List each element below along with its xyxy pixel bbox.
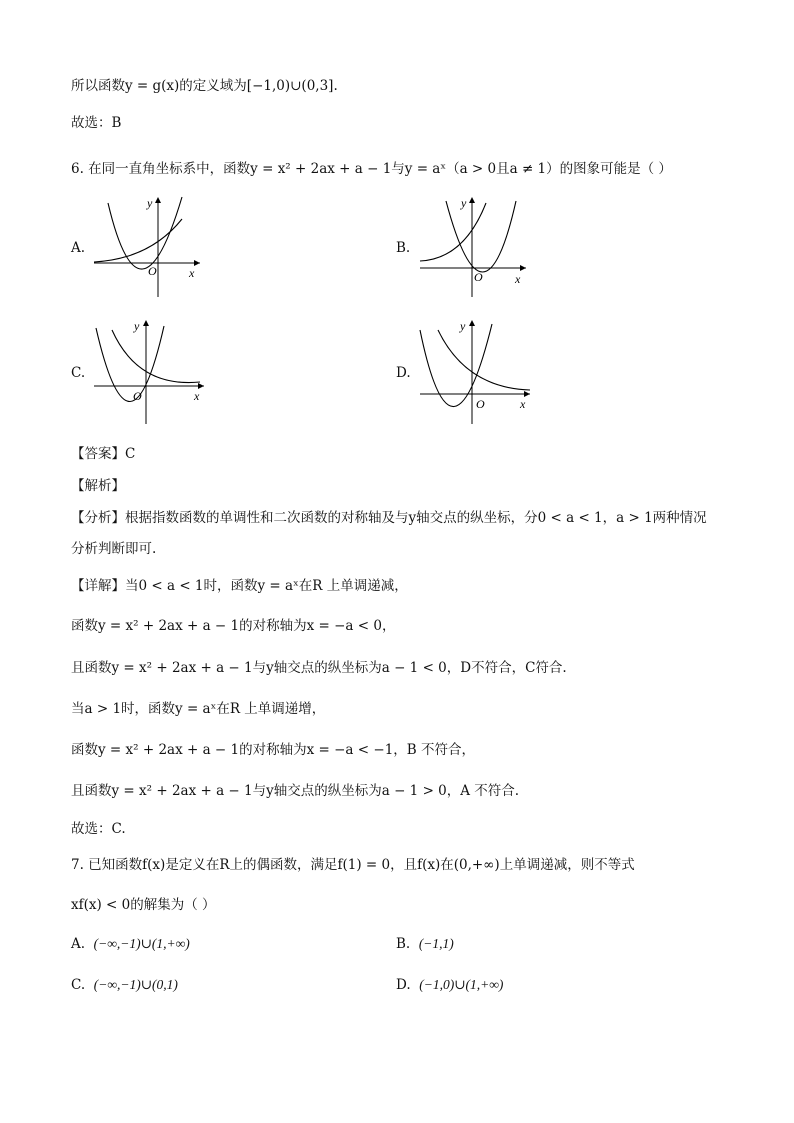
answer-value: C <box>125 446 136 462</box>
q6-option-d-label: D. <box>396 365 411 381</box>
q6-detail-line: 【详解】当0 < a < 1时，函数y = aˣ在R 上单调递减， <box>71 578 408 594</box>
prev-choice-line: 故选：B <box>71 115 122 131</box>
q6-detail-line: 且函数y = x² + 2ax + a − 1与y轴交点的纵坐标为a − 1 < 0，D不符合，C符合. <box>71 660 567 676</box>
option-label: C. <box>71 977 86 993</box>
q6-analysis-tag: 【解析】 <box>71 478 125 494</box>
q6-graph-b <box>416 193 531 301</box>
origin-label: O <box>133 389 142 403</box>
option-text: (−∞,−1)∪(0,1) <box>93 977 178 992</box>
origin-label: O <box>148 264 157 278</box>
q6-detail-line: 故选：C. <box>71 821 126 837</box>
x-axis-label: x <box>520 397 526 411</box>
exponential-curve <box>438 330 530 390</box>
answer-tag: 【答案】 <box>71 446 125 462</box>
q7-option-b <box>396 936 454 952</box>
q7-stem-line1: 7. 已知函数f(x)是定义在R上的偶函数，满足f(1) = 0，且f(x)在(0,+∞)上单调递减，则不等式 <box>71 857 635 873</box>
q6-option-c-label: C. <box>71 365 86 381</box>
parabola-curve <box>446 201 516 272</box>
q6-option-a-label: A. <box>71 240 86 256</box>
origin-label: O <box>476 397 485 411</box>
parabola-curve <box>96 326 164 402</box>
y-axis-label: y <box>461 196 467 210</box>
q7-option-d <box>396 977 503 993</box>
q6-graph-c <box>90 316 210 428</box>
option-label: D. <box>396 977 411 993</box>
option-text: (−1,0)∪(1,+∞) <box>419 977 504 992</box>
q6-option-b-label: B. <box>396 240 411 256</box>
prev-domain-line: 所以函数y = g(x)的定义域为[−1,0)∪(0,3]. <box>71 78 338 94</box>
q6-stem: 6. 在同一直角坐标系中，函数y = x² + 2ax + a − 1与y = aˣ（a > 0且a ≠ 1）的图象可能是（ ） <box>71 161 672 177</box>
q6-graph-d <box>416 316 536 428</box>
q6-detail-line: 且函数y = x² + 2ax + a − 1与y轴交点的纵坐标为a − 1 > 0，A 不符合. <box>71 783 520 799</box>
origin-label: O <box>474 270 483 284</box>
q7-option-c <box>71 977 178 993</box>
q6-analysis-line1: 【分析】根据指数函数的单调性和二次函数的对称轴及与y轴交点的纵坐标，分0 < a < 1，a > 1两种情况 <box>71 510 707 526</box>
x-axis-label: x <box>189 266 195 280</box>
option-text: (−1,1) <box>418 936 454 951</box>
x-axis-label: x <box>194 389 200 403</box>
q6-answer <box>71 442 135 462</box>
q6-detail-line: 当a > 1时，函数y = aˣ在R 上单调递增， <box>71 701 326 717</box>
option-label: A. <box>71 936 86 952</box>
q6-detail-line: 函数y = x² + 2ax + a − 1的对称轴为x = −a < −1，B 不符合， <box>71 742 475 758</box>
q7-option-a <box>71 936 190 952</box>
option-label: B. <box>396 936 411 952</box>
q6-detail-line: 函数y = x² + 2ax + a − 1的对称轴为x = −a < 0， <box>71 618 396 634</box>
q6-graph-a <box>90 193 205 301</box>
y-axis-label: y <box>134 319 140 333</box>
x-axis-label: x <box>515 272 521 286</box>
exponential-curve <box>94 219 182 262</box>
y-axis-label: y <box>147 196 153 210</box>
q6-analysis-line2: 分析判断即可. <box>71 541 157 557</box>
q7-stem-line2: xf(x) < 0的解集为（ ） <box>71 897 216 913</box>
option-text: (−∞,−1)∪(1,+∞) <box>93 936 190 951</box>
exponential-curve <box>420 203 486 261</box>
y-axis-label: y <box>460 319 466 333</box>
